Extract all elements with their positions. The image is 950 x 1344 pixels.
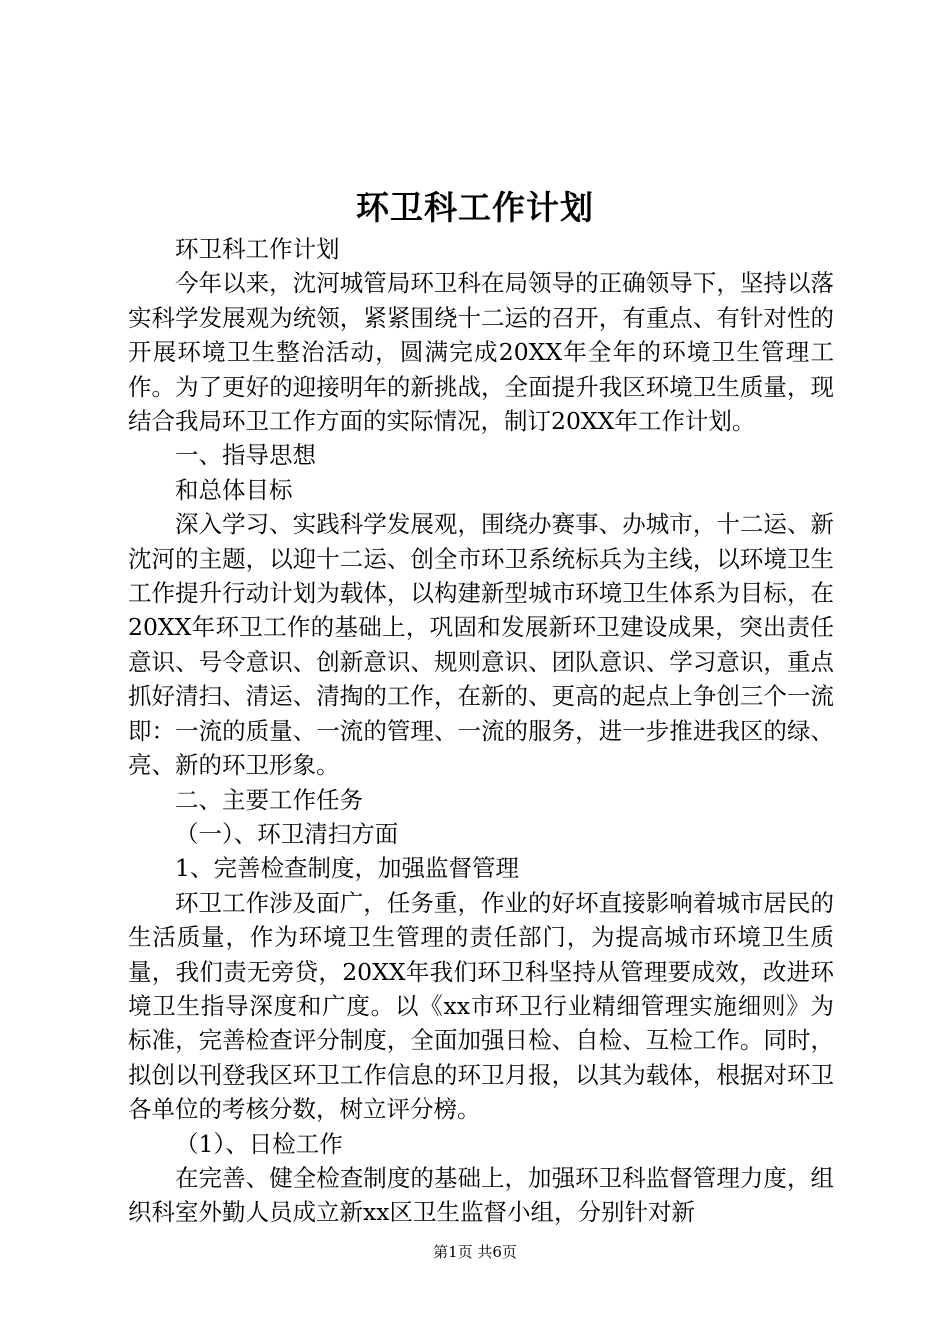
paragraph: 在完善、健全检查制度的基础上，加强环卫科监督管理力度，组织科室外勤人员成立新xx区卫生监督小组，分别针对新 [128,1163,834,1227]
section-heading: 一、指导思想 [175,441,316,470]
section-heading: 二、主要工作任务 [175,785,363,814]
page-footer: 第1页 共6页 [433,1243,517,1261]
paragraph: 环卫科工作计划 [175,235,340,263]
subsection-heading: （1）、日检工作 [175,1129,343,1158]
paragraph: 今年以来，沈河城管局环卫科在局领导的正确领导下，坚持以落实科学发展观为统领，紧紧围绕十二运的召开，有重点、有针对性的开展环境卫生整治活动，圆满完成20XX年全年的环境卫生管理工作。为了更好的迎接明年的新挑战，全面提升我区环境卫生质量，现结合我局环卫工作方面的实际情况，制订20XX年工作计划。 [128,269,834,436]
document-body [128,232,834,1230]
paragraph: 环卫工作涉及面广，任务重，作业的好坏直接影响着城市居民的生活质量，作为环境卫生管理的责任部门，为提高城市环境卫生质量，我们责无旁贷，20XX年我们环卫科坚持从管理要成效，改进环境卫生指导深度和广度。以《xx市环卫行业精细管理实施细则》为标准，完善检查评分制度，全面加强日检、自检、互检工作。同时，拟创以刊登我区环卫工作信息的环卫月报，以其为载体，根据对环卫各单位的考核分数，树立评分榜。 [128,888,834,1124]
subsection-heading: 1、完善检查制度，加强监督管理 [175,854,519,883]
section-heading: 和总体目标 [175,475,293,504]
paragraph: 深入学习、实践科学发展观，围绕办赛事、办城市，十二运、新沈河的主题，以迎十二运、创全市环卫系统标兵为主线，以环境卫生工作提升行动计划为载体，以构建新型城市环境卫生体系为目标，在20XX年环卫工作的基础上，巩固和发展新环卫建设成果，突出责任意识、号令意识、创新意识、规则意识、团队意识、学习意识，重点抓好清扫、清运、清掏的工作，在新的、更高的起点上争创三个一流即：一流的质量、一流的管理、一流的服务，进一步推进我区的绿、亮、新的环卫形象。 [128,510,834,780]
subsection-heading: （一）、环卫清扫方面 [175,819,399,848]
document-title: 环卫科工作计划 [356,188,594,227]
